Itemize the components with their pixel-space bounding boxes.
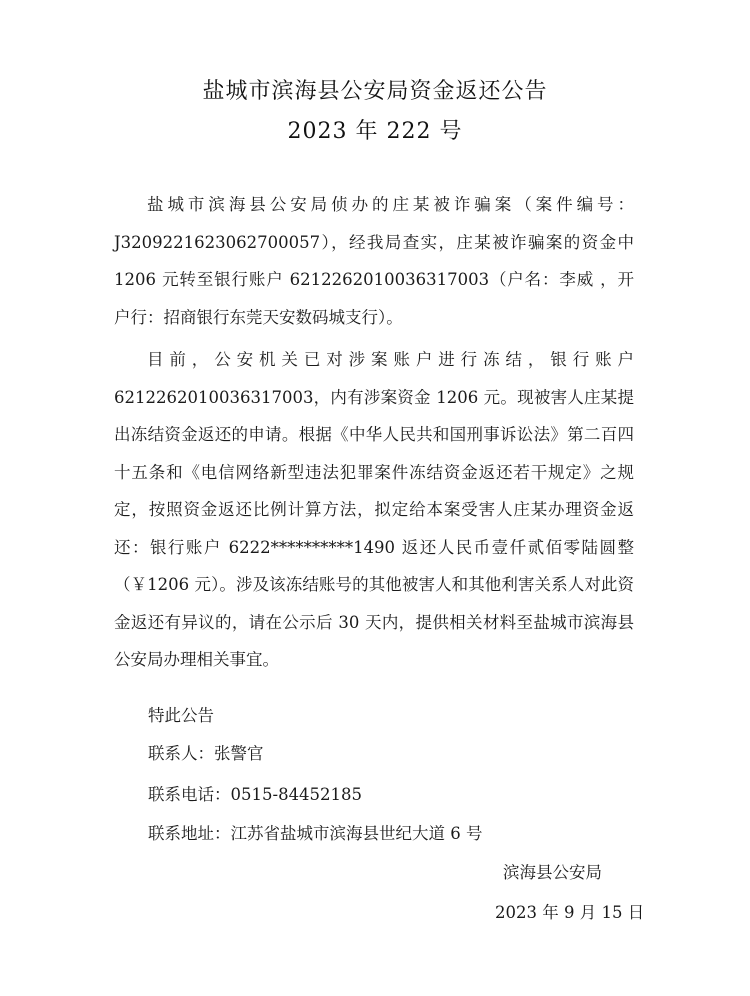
- special-notice: 特此公告: [148, 706, 214, 725]
- paragraph-1-text: 盐城市滨海县公安局侦办的庄某被诈骗案（案件编号：J3209221623062700057），经我局查实，庄某被诈骗案的资金中 1206 元转至银行账户 6212262010036317003（户名：李威 ，开户行：招商银行东莞天安数码城支行）。: [114, 195, 634, 327]
- signature-organization: 滨海县公安局: [503, 863, 602, 882]
- notice-title: 盐城市滨海县公安局资金返还公告: [202, 79, 548, 104]
- contact-phone: 联系电话：0515-84452185: [148, 785, 363, 804]
- paragraph-refund-details: [114, 341, 634, 679]
- notice-number: 2023 年 222 号: [287, 119, 463, 144]
- paragraph-2-text: 目前，公安机关已对涉案账户进行冻结，银行账户 6212262010036317003，内有涉案资金 1206 元。现被害人庄某提出冻结资金返还的申请。根据《中华人民共和国刑事诉讼法》第二百四十五条和《电信网络新型违法犯罪案件冻结资金返还若干规定》之规定，按照资金返还比例计算方法，拟定给本案受害人庄某办理资金返还：银行账户 6222**********1490 返还人民币壹仟贰佰零陆圆整（￥1206 元）。涉及该冻结账号的其他被害人和其他利害关系人对此资金返还有异议的，请在公示后 30 天内，提供相关材料至盐城市滨海县公安局办理相关事宜。: [114, 350, 634, 669]
- contact-person: 联系人：张警官: [148, 744, 264, 763]
- contact-address: 联系地址：江苏省盐城市滨海县世纪大道 6 号: [148, 824, 483, 843]
- paragraph-case-details: [114, 186, 634, 336]
- signature-date: 2023 年 9 月 15 日: [495, 903, 645, 922]
